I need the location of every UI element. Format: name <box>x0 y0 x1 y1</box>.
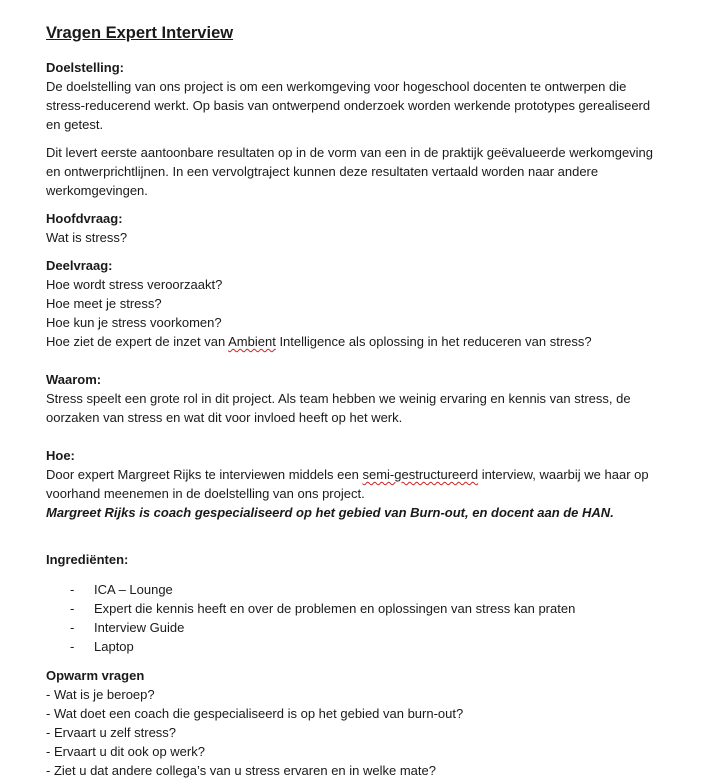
opwarm-vraag-5: - Ziet u dat andere collega’s van u stress ervaren en in welke mate? <box>46 763 436 778</box>
list-item: - ICA – Lounge <box>46 580 666 599</box>
document-title: Vragen Expert Interview <box>46 24 234 42</box>
heading-waarom: Waarom: <box>46 372 102 387</box>
section-ingredienten <box>46 550 666 656</box>
opwarm-vraag-2: - Wat doet een coach die gespecialiseerd is op het gebied van burn-out? <box>46 706 464 721</box>
hoe-text-pre: Door expert Margreet Rijks te interviewen middels een <box>46 467 363 482</box>
section-deelvraag <box>46 256 666 351</box>
deelvraag-4-pre: Hoe ziet de expert de inzet van <box>46 334 229 349</box>
waarom-text: Stress speelt een grote rol in dit project. Als team hebben we weinig ervaring en kennis van stress, de oorzaken van stress en wat dit voor invloed heeft op het werk. <box>46 391 631 425</box>
deelvraag-2: Hoe meet je stress? <box>46 296 162 311</box>
deelvraag-4-post: Intelligence als oplossing in het reduceren van stress? <box>275 334 592 349</box>
spellcheck-word-semi-gestructureerd[interactable]: semi-gestructureerd <box>362 467 479 482</box>
hoe-text <box>46 465 666 503</box>
deelvraag-4 <box>46 332 666 351</box>
heading-deelvraag: Deelvraag: <box>46 258 113 273</box>
opwarm-vraag-4: - Ervaart u dit ook op werk? <box>46 744 205 759</box>
heading-hoofdvraag: Hoofdvraag: <box>46 211 123 226</box>
heading-hoe: Hoe: <box>46 448 75 463</box>
hoe-expert-note: Margreet Rijks is coach gespecialiseerd op het gebied van Burn-out, en docent aan de HAN. <box>46 505 614 520</box>
section-doelstelling <box>46 58 666 134</box>
doelstelling-paragraph-2: Dit levert eerste aantoonbare resultaten op in de vorm van een in de praktijk geëvalueerde werkomgeving en ontwerprichtlijnen. In een vervolgtraject kunnen deze resultaten vertaald worden naar andere werkomgevingen. <box>46 145 654 198</box>
empty-line <box>46 522 666 541</box>
section-waarom <box>46 370 666 427</box>
empty-line <box>46 427 666 446</box>
section-opwarm-vragen <box>46 666 666 780</box>
section-hoe <box>46 446 666 522</box>
hoe-text-post: interview, waarbij we haar op voorhand meenemen in de doelstelling van ons project. <box>46 467 649 501</box>
list-item: - Laptop <box>46 637 666 656</box>
list-item: - Interview Guide <box>46 618 666 637</box>
empty-line <box>46 351 666 370</box>
hoofdvraag-text: Wat is stress? <box>46 230 128 245</box>
deelvraag-1: Hoe wordt stress veroorzaakt? <box>46 277 223 292</box>
deelvraag-3: Hoe kun je stress voorkomen? <box>46 315 222 330</box>
spellcheck-word-ambient[interactable]: Ambient <box>228 334 276 349</box>
opwarm-vraag-3: - Ervaart u zelf stress? <box>46 725 177 740</box>
opwarm-vraag-1: - Wat is je beroep? <box>46 687 155 702</box>
ingredienten-list <box>46 580 666 656</box>
heading-doelstelling: Doelstelling: <box>46 60 125 75</box>
list-item: - Expert die kennis heeft en over de problemen en oplossingen van stress kan praten <box>46 599 666 618</box>
heading-ingredienten: Ingrediënten: <box>46 552 129 567</box>
doelstelling-paragraph-1: De doelstelling van ons project is om een werkomgeving voor hogeschool docenten te ontwerpen die stress-reducerend werkt. Op basis van ontwerpend onderzoek worden werkende prototypes gerealiseerd en getest. <box>46 79 651 132</box>
section-hoofdvraag <box>46 209 666 247</box>
doelstelling-paragraph-2-wrap <box>46 143 666 200</box>
heading-opwarm-vragen: Opwarm vragen <box>46 668 145 683</box>
